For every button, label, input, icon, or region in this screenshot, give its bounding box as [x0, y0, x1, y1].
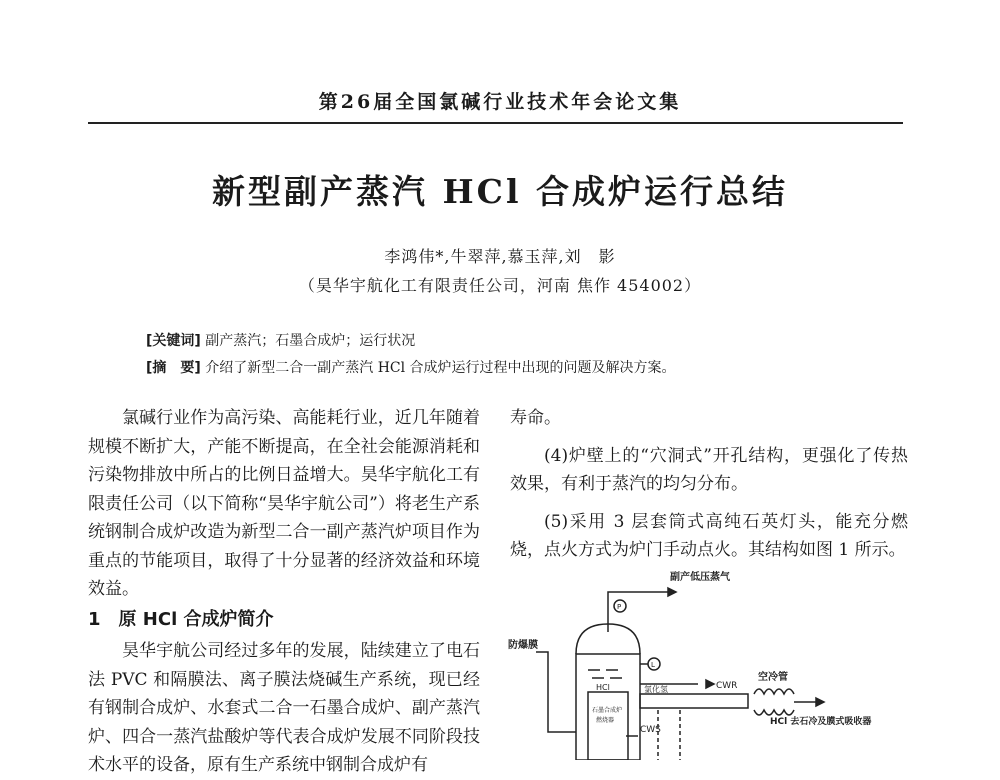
keywords-line: [146, 330, 415, 350]
article-affiliation: （昊华宇航化工有限责任公司，河南 焦作 454002）: [298, 276, 702, 295]
section-heading: 1 原 HCl 合成炉简介: [88, 608, 274, 630]
abstract-text: 介绍了新型二合一副产蒸汽 HCl 合成炉运行过程中出现的问题及解决方案。: [205, 360, 676, 376]
rupture-disc-label: 防爆膜: [508, 640, 538, 651]
article-authors: 李鸿伟*,牛翠萍,慕玉萍,刘 影: [384, 247, 616, 266]
section-paragraph: 昊华宇航公司经过多年的发展，陆续建立了电石法 PVC 和隔膜法、离子膜法烧碱生产系统，现已经有钢制合成炉、水套式二合一石墨合成炉、副产蒸汽炉、四合一蒸汽盐酸炉等代表合成炉发展不同阶段技术水平的设备，原有生产系统中钢制合成炉有: [88, 641, 480, 775]
cws-dashed-loop: [658, 710, 680, 760]
continuation-text: 寿命。: [510, 408, 561, 428]
cwr-arrow-icon: [706, 680, 714, 688]
hcl-outlet-pipe: [640, 694, 748, 708]
hcl-label: HCl: [596, 683, 610, 692]
inner-label: 石墨合成炉: [592, 707, 623, 714]
air-cooler-coil: [754, 689, 794, 715]
right-column: [510, 404, 908, 574]
steam-out-label: 副产低压蒸气: [670, 572, 730, 583]
level-gauge-label: L: [651, 661, 655, 669]
abstract-line: [146, 357, 676, 377]
item-4-paragraph: (4)炉壁上的“穴洞式”开孔结构，更强化了传热效果，有利于蒸汽的均匀分布。: [510, 445, 908, 494]
hcl-arrow-icon: [816, 698, 824, 706]
furnace-inner-tube: [588, 692, 628, 760]
keywords-text: 副产蒸汽；石墨合成炉；运行状况: [205, 333, 416, 349]
left-column: [88, 404, 480, 780]
inner-label-2: 燃烧器: [596, 717, 615, 724]
article-title: 新型副产蒸汽 HCl 合成炉运行总结: [212, 172, 788, 211]
abstract-label: [摘 要]: [146, 360, 201, 376]
chlorine-label: 氯化氢: [644, 685, 668, 694]
rupture-disc-line: [536, 652, 576, 732]
intro-paragraph: 氯碱行业作为高污染、高能耗行业，近几年随着规模不断扩大，产能不断提高，在全社会能源消耗和污染物排放中所占的比例日益增大。昊华宇航化工有限责任公司（以下简称“昊华宇航公司”）将老生产系统钢制合成炉改造为新型二合一副产蒸汽炉项目作为重点的节能项目，取得了十分显著的经济效益和环境效益。: [88, 408, 480, 599]
steam-arrow-icon: [668, 588, 676, 596]
air-cooler-label: 空冷管: [758, 672, 788, 683]
pressure-gauge-label: P: [617, 603, 622, 611]
cwr-label: CWR: [716, 681, 738, 691]
furnace-cooling-lines: [588, 670, 622, 678]
item-5-paragraph: (5)采用 3 层套筒式高纯石英灯头，能充分燃烧，点火方式为炉门手动点火。其结构如图 1 所示。: [510, 511, 908, 560]
running-head: 第26届全国氯碱行业技术年会论文集: [318, 91, 682, 113]
hcl-destination-label: HCl 去石冷及膜式吸收器: [770, 717, 872, 727]
header-divider: [88, 122, 903, 124]
cws-label: CWS: [640, 725, 661, 735]
figure-1-furnace-diagram: [508, 562, 928, 760]
keywords-label: [关键词]: [146, 333, 201, 349]
